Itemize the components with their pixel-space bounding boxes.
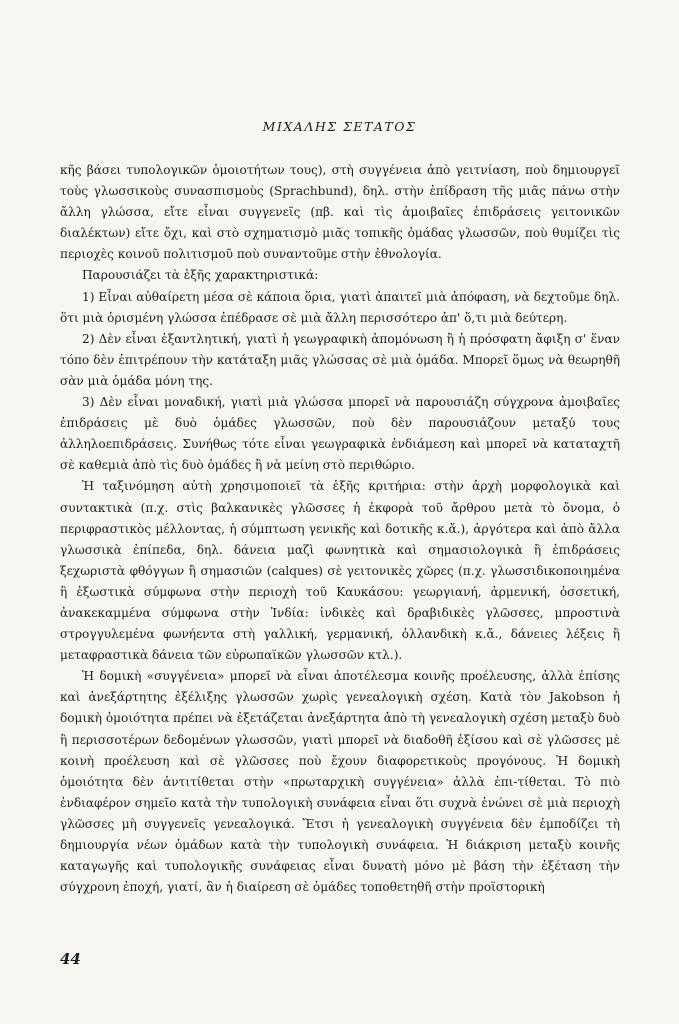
paragraph-feature-2: 2) Δὲν εἶναι ἐξαντλητική, γιατὶ ἡ γεωγραφικὴ ἀπομόνωση ἢ ἡ πρόσφατη ἄφιξη σ' ἕναν τόπο δὲν ἐπιτρέπουν τὴν κατάταξη μιᾶς γλώσσας σὲ μιὰ ὁμάδα. Μπορεῖ ὅμως νὰ θεωρηθῆ σὰν μιὰ ὁμάδα μόνη της. <box>60 331 620 388</box>
paragraph-structural-kinship: Ἡ δομικὴ «συγγένεια» μπορεῖ νὰ εἶναι ἀποτέλεσμα κοινῆς προέλευσης, ἀλλὰ ἐπίσης καὶ ἀνεξάρτητης ἐξέλιξης γλωσσῶν χωρὶς γενεαλογικὴ σχέση. Κατὰ τὸν Jakobson ἡ δομικὴ ὁμοιότητα πρέπει νὰ ἐξετάζεται ἀνεξάρτητα ἀπὸ τὴ γενεαλογικὴ σχέση μεταξὺ δυὸ ἢ περισσοτέρων δεδομένων γλωσσῶν, γιατὶ μπορεῖ νὰ διαδοθῆ ἐξίσου καὶ σὲ γλῶσσες μὲ κοινὴ προέλευση καὶ σὲ γλῶσσες ποὺ ἔχουν διαφορετικοὺς προγόνους. Ἡ δομικὴ ὁμοιότητα δὲν ἀντιτίθεται στὴν «πρωταρχικὴ συγγένεια» ἀλλὰ ἐπι-τίθεται. Τὸ πιὸ ἐνδιαφέρον σημεῖο κατὰ τὴν τυπολογικὴ συνάφεια εἶναι ὅτι συχνὰ ἑνώνει σὲ μιὰ περιοχὴ γλῶσσες μὴ συγγενεῖς γενεαλογικά. Ἔτσι ἡ γενεαλογικὴ συγγένεια δὲν ἐμποδίζει τὴ δημιουργία νέων ὁμάδων κατὰ τὴν τυπολογικὴ συνάφεια. Ἡ διάκριση μεταξὺ κοινῆς καταγωγῆς καὶ τυπολογικῆς συνάφειας εἶναι δυνατὴ μόνο μὲ βάση τὴν ἐξέταση τὴν σύγχρονη ἐποχή, γιατί, ἂν ἡ διαίρεση σὲ ὁμάδες τοποθετηθῆ στὴν προϊστορικὴ <box>60 669 620 895</box>
paragraph-intro-features: Παρουσιάζει τὰ ἑξῆς χαρακτηριστικά: <box>82 268 319 283</box>
paragraph-feature-3: 3) Δὲν εἶναι μοναδική, γιατὶ μιὰ γλώσσα μπορεῖ νὰ παρουσιάζη σύγχρονα ἀμοιβαῖες ἐπιδράσεις μὲ δυὸ ὁμάδες γλωσσῶν, ποὺ δὲν παρουσιάζουν μεταξύ τους ἀλληλοεπιδράσεις. Συνήθως τότε εἶναι γεωγραφικὰ ἐνδιάμεση καὶ μπορεῖ νὰ καταταχτῆ σὲ καθεμιὰ ἀπὸ τὶς δυὸ ὁμάδες ἢ νὰ μείνη στὸ περιθώριο. <box>60 395 620 473</box>
paragraph-feature-1: 1) Εἶναι αὐθαίρετη μέσα σὲ κάποια ὅρια, γιατὶ ἀπαιτεῖ μιὰ ἀπόφαση, νὰ δεχτοῦμε δηλ. ὅτι μιὰ ὁρισμένη γλώσσα ἐπέδρασε σὲ μιὰ ἄλλη περισσότερο ἀπ' ὅ,τι μιὰ δεύτερη. <box>60 289 620 325</box>
paragraph-criteria: Ἡ ταξινόμηση αὐτὴ χρησιμοποιεῖ τὰ ἑξῆς κριτήρια: στὴν ἀρχὴ μορφολογικὰ καὶ συντακτικὰ (π.χ. στὶς βαλκανικὲς γλῶσσες ἡ ἐκφορὰ τοῦ ἄρθρου μετὰ τὸ ὄνομα, ὁ περιφραστικὸς μέλλοντας, ἡ σύμπτωση γενικῆς καὶ δοτικῆς κ.ἄ.), ἀργότερα καὶ ἀπὸ ἄλλα γλωσσικὰ ἐπίπεδα, δηλ. δάνεια μαζὶ φωνητικὰ καὶ σημασιολογικὰ ἢ ἐπιδράσεις ξεχωριστὰ φθόγγων ἢ σημασιῶν (calques) σὲ γειτονικὲς χῶρες (π.χ. γλωσσιδικοποιημένα ἢ ἐξωστικὰ σύμφωνα στὴν περιοχὴ τοῦ Καυκάσου: γεωργιανή, ἀρμενική, ὀσσετική, ἀνακεκαμμένα σύμφωνα στὴν Ἰνδία: ἰνδικὲς καὶ δραβιδικὲς γλῶσσες, μπροστινὰ στρογγυλεμένα φωνήεντα στὴ γαλλική, γερμανική, ὀλλανδικὴ κ.ἄ., δάνειες λέξεις ἢ μεταφραστικὰ δάνεια τῶν εὐρωπαϊκῶν γλωσσῶν κτλ.). <box>60 479 620 663</box>
page-number: 44 <box>60 950 81 968</box>
paragraph-continued: κῆς βάσει τυπολογικῶν ὁμοιοτήτων τους), στὴ συγγένεια ἀπὸ γειτνίαση, ποὺ δημιουργεῖ τοὺς γλωσσικοὺς συνασπισμοὺς (Sprachbund), δηλ. στὴν ἐπίδραση τῆς μιᾶς πάνω στὴν ἄλλη γλώσσα, εἴτε εἶναι συγγενεῖς (πβ. καὶ τὶς ἀμοιβαῖες ἐπιδράσεις γειτονικῶν διαλέκτων) εἴτε ὄχι, καὶ στὸ σχηματισμὸ μιᾶς τοπικῆς ὁμάδας γλωσσῶν, ποὺ θυμίζει τὶς περιοχὲς κοινοῦ πολιτισμοῦ ποὺ συναντοῦμε στὴν ἐθνολογία. <box>60 163 620 262</box>
body-text <box>60 160 620 898</box>
running-head: ΜΙΧΑΛΗΣ ΣΕΤΑΤΟΣ <box>262 119 417 134</box>
